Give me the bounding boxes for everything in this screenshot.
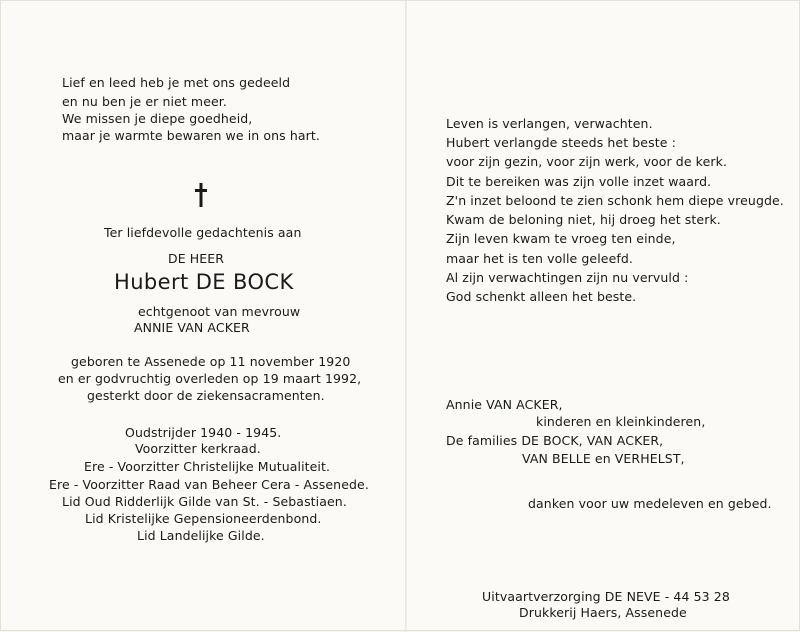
printer: Drukkerij Haers, Assenede [519,605,687,620]
spouse-name: ANNIE VAN ACKER [134,320,250,335]
memorial-intro: Ter liefdevolle gedachtenis aan [104,225,302,240]
card-fold [405,1,407,632]
right-poem-line: Leven is verlangen, verwachten. [446,116,653,131]
left-poem-line: We missen je diepe goedheid, [62,111,253,126]
title-prefix: DE HEER [168,251,225,266]
family-line: kinderen en kleinkinderen, [536,414,706,429]
role-line: Oudstrijder 1940 - 1945. [125,425,282,440]
right-poem-line: Al zijn verwachtingen zijn nu vervuld : [446,270,689,285]
right-poem-line: God schenkt alleen het beste. [446,289,637,304]
spouse-intro: echtgenoot van mevrouw [138,304,301,319]
left-poem-line: Lief en leed heb je met ons gedeeld [62,75,291,90]
role-line: Ere - Voorzitter Raad van Beheer Cera - Assenede. [49,477,369,492]
deceased-name: Hubert DE BOCK [114,270,294,294]
right-poem-line: Kwam de beloning niet, hij droeg het sterk. [446,212,721,227]
role-line: Lid Kristelijke Gepensioneerdenbond. [85,511,322,526]
right-poem-line: Dit te bereiken was zijn volle inzet waard. [446,174,712,189]
life-line: en er godvruchtig overleden op 19 maart 1992, [58,371,362,386]
right-poem-line: Zijn leven kwam te vroeg ten einde, [446,231,676,246]
role-line: Voorzitter kerkraad. [135,441,261,456]
right-poem-line: voor zijn gezin, voor zijn werk, voor de kerk. [446,154,728,169]
family-line: VAN BELLE en VERHELST, [522,451,685,466]
right-poem-line: Z'n inzet beloond te zien schonk hem diepe vreugde. [446,193,784,208]
cross-icon [193,182,209,208]
right-poem-line: maar het is ten volle geleefd. [446,251,633,266]
funeral-director: Uitvaartverzorging DE NEVE - 44 53 28 [482,589,730,604]
life-line: gesterkt door de ziekensacramenten. [87,388,325,403]
life-line: geboren te Assenede op 11 november 1920 [71,354,351,369]
right-poem-line: Hubert verlangde steeds het beste : [446,135,676,150]
left-poem-line: maar je warmte bewaren we in ons hart. [62,128,320,143]
role-line: Lid Landelijke Gilde. [137,528,265,543]
role-line: Ere - Voorzitter Christelijke Mutualiteit. [84,459,331,474]
left-poem-line: en nu ben je er niet meer. [62,94,227,109]
family-line: Annie VAN ACKER, [446,397,563,412]
thanks-line: danken voor uw medeleven en gebed. [528,496,772,511]
role-line: Lid Oud Ridderlijk Gilde van St. - Sebastiaen. [62,494,347,509]
family-line: De families DE BOCK, VAN ACKER, [446,433,664,448]
